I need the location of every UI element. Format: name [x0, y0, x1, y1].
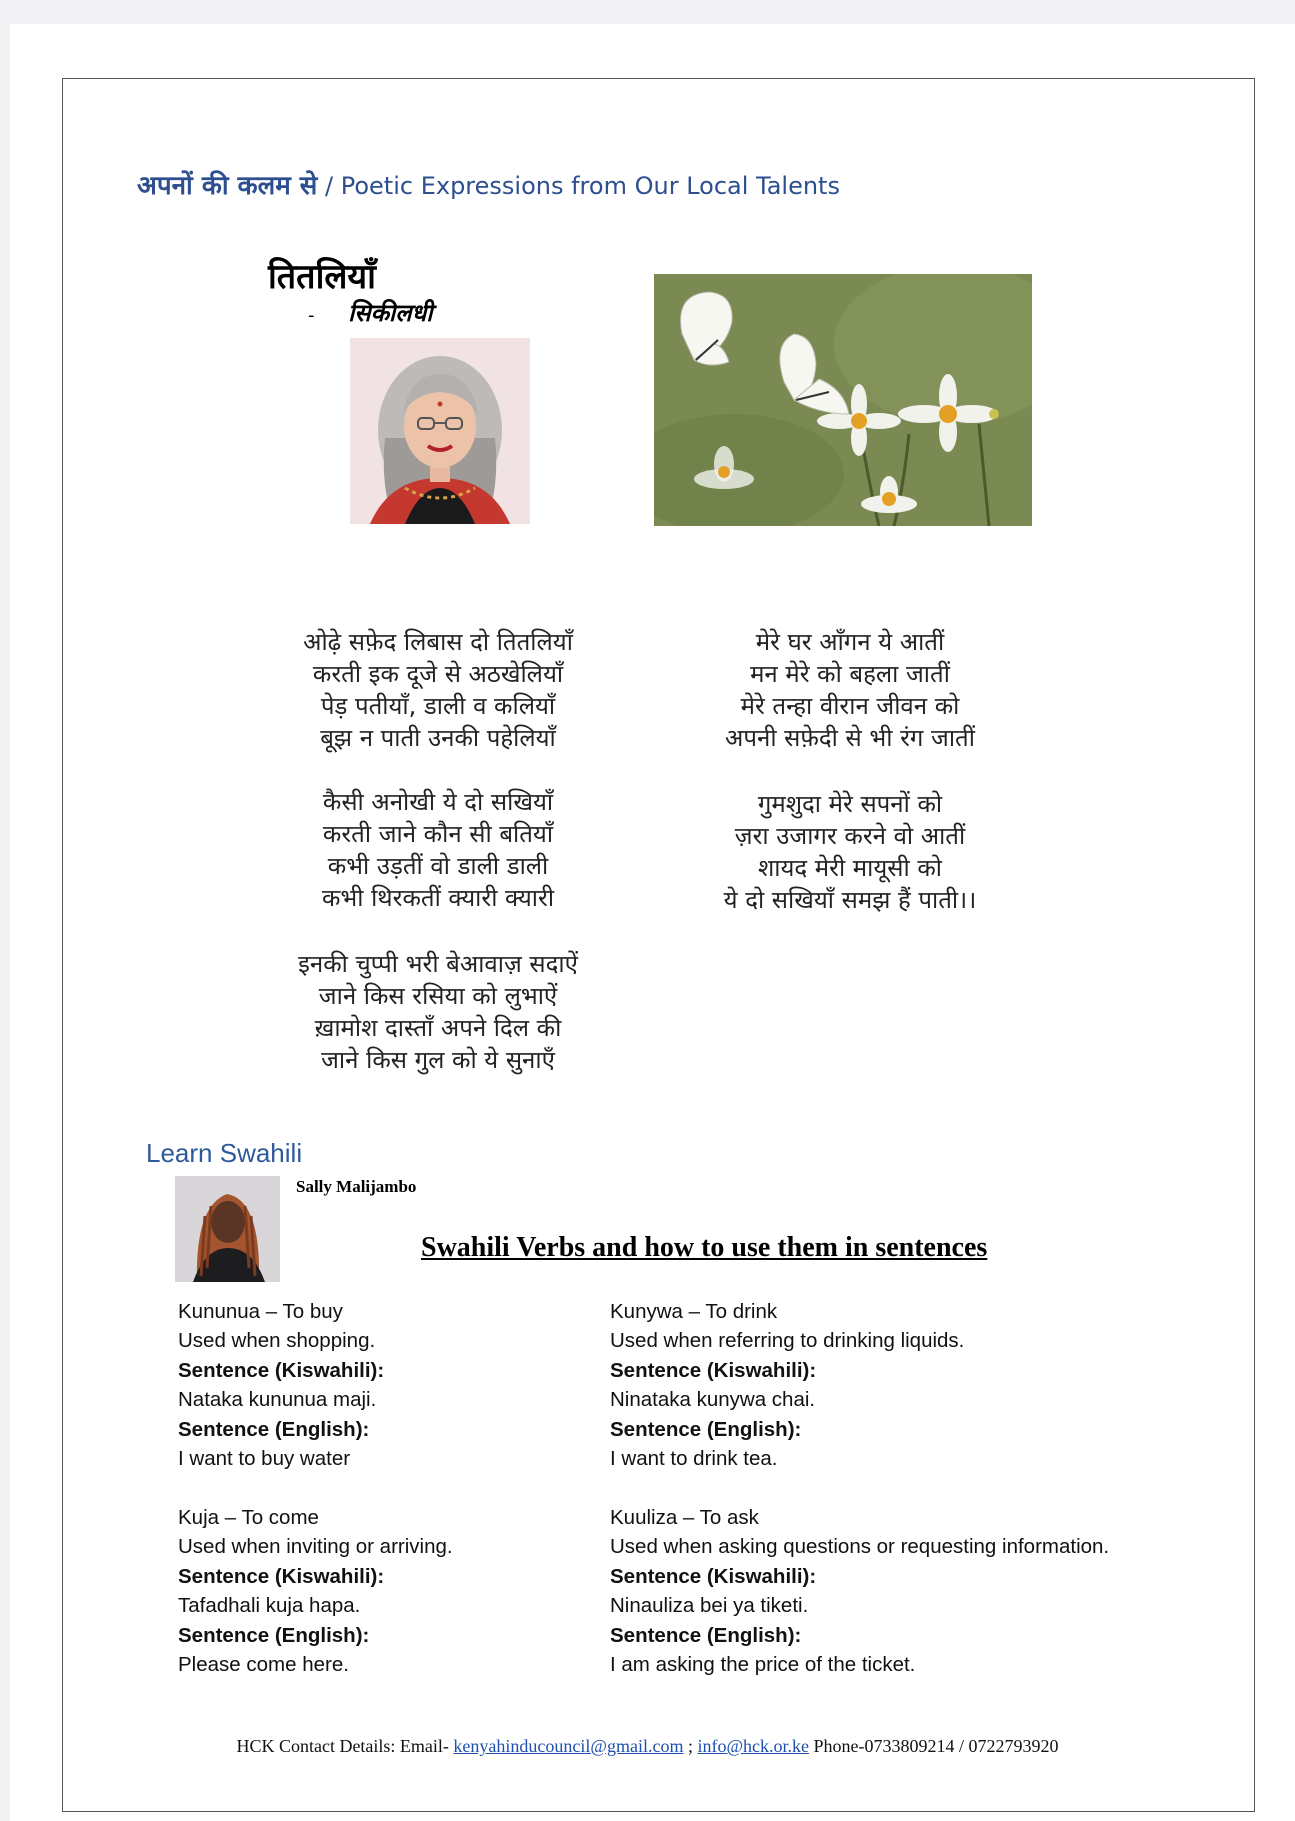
sentence-english-label: Sentence (English): [178, 1417, 370, 1441]
author-dash: - [308, 305, 315, 326]
verb-usage: Used when inviting or arriving. [178, 1535, 453, 1559]
poem-line: ज़रा उजागर करने वो आतीं [734, 822, 966, 850]
sentence-english-label: Sentence (English): [178, 1623, 370, 1647]
sentence-kiswahili: Ninataka kunywa chai. [610, 1388, 816, 1412]
verb-usage: Used when asking questions or requesting information. [610, 1535, 1110, 1559]
verb-block-kuja [178, 1503, 453, 1679]
sentence-kiswahili-label: Sentence (Kiswahili): [178, 1564, 385, 1588]
poem-stanza-left-2 [268, 786, 608, 914]
learn-swahili-title: Learn Swahili [146, 1138, 303, 1168]
poem-line: कभी थिरकतीं क्यारी क्यारी [321, 884, 555, 912]
poem-line: शायद मेरी मायूसी को [757, 854, 943, 882]
poem-line: ओढ़े सफ़ेद लिबास दो तितलियॉं [303, 628, 573, 656]
sally-photo [175, 1176, 280, 1282]
email-link-hck[interactable]: info@hck.or.ke [697, 1736, 810, 1756]
footer-separator: ; [687, 1736, 693, 1756]
poem-line: कभी उड़तीं वो डाली डाली [327, 852, 549, 880]
sentence-english-label: Sentence (English): [610, 1623, 802, 1647]
verb-title: Kunywa – To drink [610, 1300, 778, 1323]
section-title [137, 166, 840, 202]
footer-phone: Phone-0733809214 / 0722793920 [813, 1736, 1059, 1756]
poem-line: कैसी अनोखी ये दो सखियाँ [322, 788, 554, 816]
poem-stanza-left-3 [268, 948, 608, 1076]
verb-usage: Used when shopping. [178, 1329, 376, 1353]
poem-line: बूझ न पाती उनकी पहेलियाँ [320, 724, 556, 752]
verb-block-kuuliza [610, 1503, 1109, 1679]
poem-line: करती जाने कौन सी बतियाँ [322, 820, 554, 848]
verb-block-kunywa [610, 1297, 964, 1473]
sentence-kiswahili-label: Sentence (Kiswahili): [178, 1358, 385, 1382]
sentence-kiswahili-label: Sentence (Kiswahili): [610, 1564, 817, 1588]
email-link-kenyahinducouncil[interactable]: kenyahinducouncil@gmail.com [453, 1736, 684, 1756]
poem-line: करती इक दूजे से अठखेलियाँ [312, 660, 564, 688]
verb-title: Kuja – To come [178, 1506, 319, 1529]
swahili-author-name: Sally Malijambo [296, 1177, 417, 1196]
verb-usage: Used when referring to drinking liquids. [610, 1329, 965, 1353]
poem-author [308, 296, 432, 329]
sentence-kiswahili: Nataka kununua maji. [178, 1388, 377, 1412]
poem-line: जाने किस गुल को ये सुनाएँ [321, 1046, 555, 1074]
poem-title: तितलियाँ [268, 257, 376, 297]
poem-stanza-right-1 [680, 626, 1020, 754]
sentence-kiswahili: Tafadhali kuja hapa. [178, 1594, 361, 1618]
poem-stanza-right-2 [680, 788, 1020, 916]
section-title-hindi: अपनों की कलम से [137, 171, 318, 201]
verb-title: Kuuliza – To ask [610, 1506, 759, 1529]
poem-line: मेरे तन्हा वीरान जीवन को [740, 692, 960, 720]
poem-line: मेरे घर आँगन ये आतीं [755, 628, 945, 656]
poem-line: ख़ामोश दास्ताँ अपने दिल की [314, 1014, 562, 1042]
sentence-english: I want to buy water [178, 1447, 351, 1471]
poem-line: इनकी चुप्पी भरी बेआवाज़ सदाऐं [298, 950, 578, 978]
poem-stanza-left-1 [268, 626, 608, 754]
poem-line: ये दो सखियाँ समझ हैं पाती।। [723, 886, 977, 914]
contact-footer [0, 1736, 1295, 1757]
sentence-kiswahili: Ninauliza bei ya tiketi. [610, 1594, 809, 1618]
verb-block-kununua [178, 1297, 384, 1473]
footer-prefix: HCK Contact Details: Email- [236, 1736, 449, 1756]
swahili-verbs-heading: Swahili Verbs and how to use them in sentences [421, 1232, 988, 1263]
sentence-kiswahili-label: Sentence (Kiswahili): [610, 1358, 817, 1382]
poem-line: जाने किस रसिया को लुभाऐं [318, 982, 558, 1010]
author-portrait [350, 338, 530, 524]
butterfly-photo [654, 274, 1032, 526]
sentence-english: I am asking the price of the ticket. [610, 1653, 916, 1677]
section-title-english: / Poetic Expressions from Our Local Talents [325, 172, 840, 200]
sentence-english-label: Sentence (English): [610, 1417, 802, 1441]
poem-line: मन मेरे को बहला जातीं [750, 660, 950, 688]
sentence-english: I want to drink tea. [610, 1447, 778, 1471]
verb-title: Kununua – To buy [178, 1300, 343, 1323]
poem-line: अपनी सफ़ेदी से भी रंग जातीं [725, 724, 975, 752]
poem-line: पेड़ पतीयाँ, डाली व कलियाँ [320, 692, 556, 720]
sentence-english: Please come here. [178, 1653, 349, 1677]
poem-line: गुमशुदा मेरे सपनों को [757, 790, 943, 818]
author-name: सिकीलधी [348, 299, 433, 327]
